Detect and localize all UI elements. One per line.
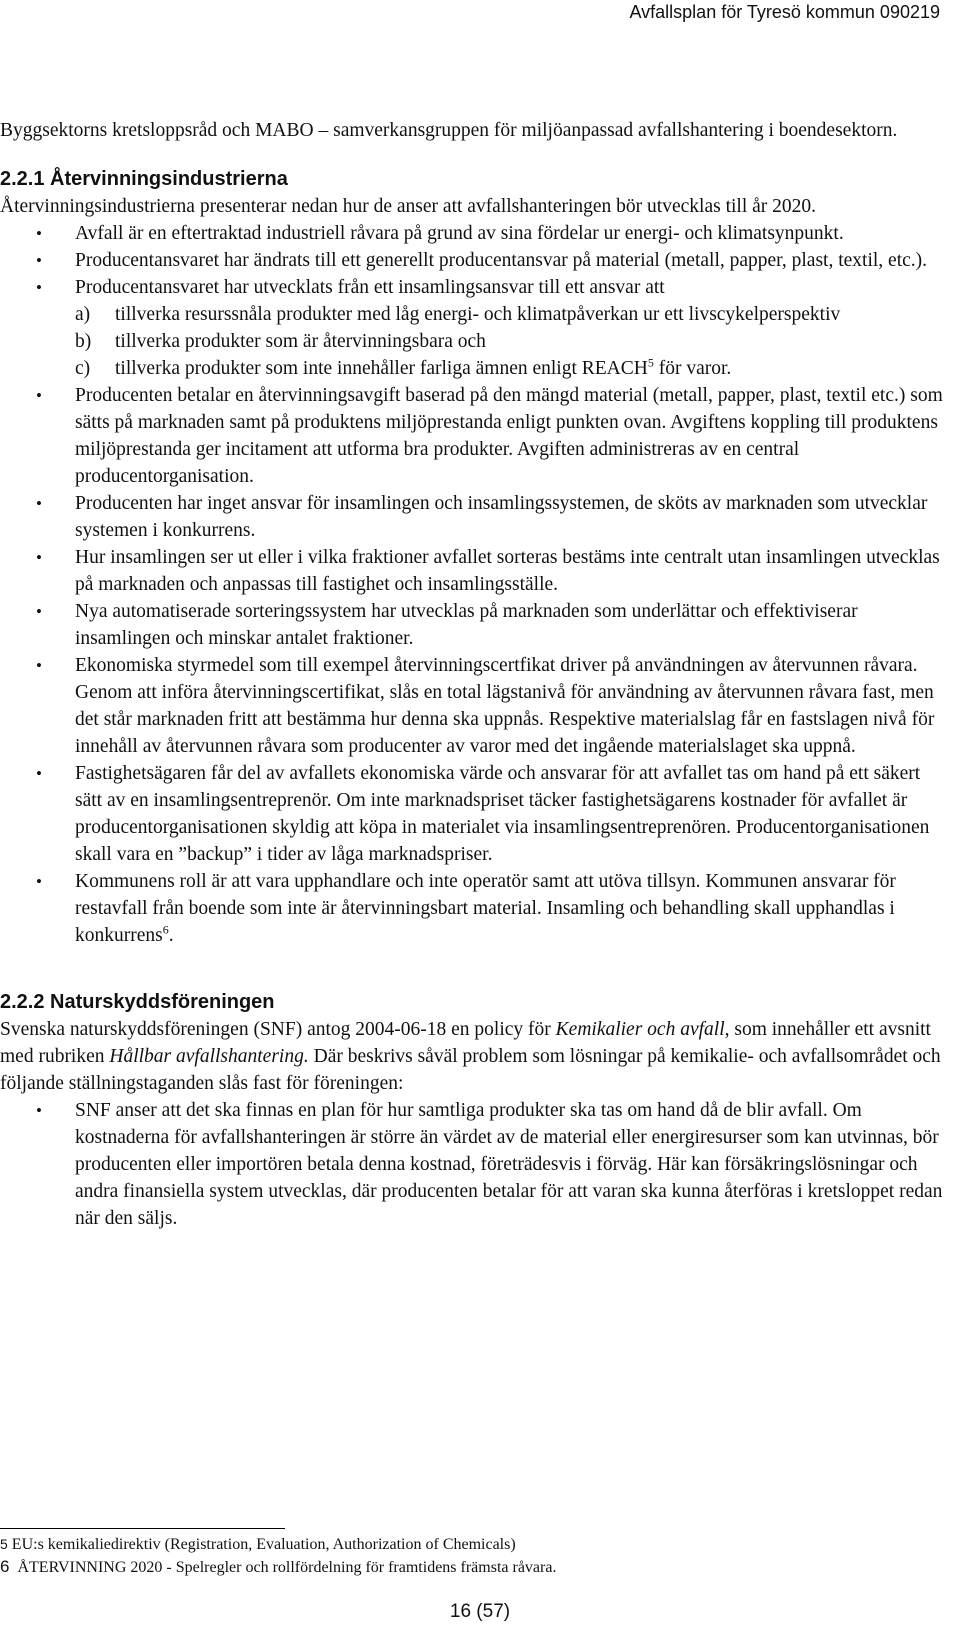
list-item-text: Producenten har inget ansvar för insamlingen och insamlingssystemen, de sköts av marknaden som utvecklar systemen i konkurrens. xyxy=(75,493,928,541)
sub-item-text-tail: för varor. xyxy=(653,358,732,379)
text-run: Svenska naturskyddsföreningen (SNF) antog 2004-06-18 en policy för xyxy=(0,1019,556,1040)
page-number: 16 (57) xyxy=(449,1601,511,1622)
list-item xyxy=(0,220,948,247)
footnote-ref[interactable]: 5 xyxy=(647,355,654,370)
recycling-industries-list xyxy=(0,220,948,949)
section-heading-nature-conservation: 2.2.2 Naturskyddsföreningen xyxy=(0,991,275,1013)
section-rubric: Hållbar avfallshantering. xyxy=(109,1046,309,1067)
sub-item xyxy=(75,355,948,382)
running-header: Avfallsplan för Tyresö kommun 090219 xyxy=(629,2,940,22)
sub-item-text-main: tillverka produkter som inte innehåller farliga ämnen enligt REACH xyxy=(115,358,648,379)
policy-title: Kemikalier och avfall xyxy=(555,1019,725,1040)
snf-list xyxy=(0,1097,948,1232)
list-item xyxy=(0,1097,948,1232)
footnote xyxy=(0,1556,900,1579)
sub-item-label: b) xyxy=(75,331,92,352)
list-item-text: Hur insamlingen ser ut eller i vilka fraktioner avfallet sorteras bestäms inte centralt utan insamlingen utvecklas på marknaden och anpassas till fastighet och insamlingsställe. xyxy=(75,547,940,595)
list-item-text: Producenten betalar en återvinningsavgift baserad på den mängd material (metall, papper, plast, textil etc.) som sätts på marknaden samt på produktens miljöprestanda enligt punkten ovan. Avgiftens koppling till produktens miljöprestanda ger incitament att utforma bra produkter. Avgiften administreras av en central producentorganisation. xyxy=(75,385,943,487)
section2-paragraph xyxy=(0,1016,948,1097)
sub-item xyxy=(75,301,948,328)
footnote-divider xyxy=(0,1528,285,1529)
list-item xyxy=(0,868,948,949)
sub-item-text: tillverka produkter som är återvinningsbara och xyxy=(115,331,486,352)
footnote-text: ÅTERVINNING 2020 - Spelregler och rollfördelning för framtidens främsta råvara. xyxy=(17,1559,557,1576)
list-item-text: Ekonomiska styrmedel som till exempel återvinningscertfikat driver på användningen av återvunnen råvara. Genom att införa återvinningscertifikat, slås en total lägstanivå för användning av återvunnen råvara fast, men det står marknaden fritt att bestämma hur denna ska uppnås. Respektive materialslag får en fastslagen nivå för innehåll av återvunnen råvara som producenter av varor med det ingående materialslaget ska uppnå. xyxy=(75,655,935,757)
list-item xyxy=(0,598,948,652)
list-item-text: Nya automatiserade sorteringssystem har utvecklas på marknaden som underlättar och effektiviserar insamlingen och minskar antalet fraktioner. xyxy=(75,601,858,649)
list-item xyxy=(0,760,948,868)
sub-item-label: a) xyxy=(75,304,91,325)
sub-item-text xyxy=(115,355,948,382)
list-item-text-tail: . xyxy=(168,925,174,946)
footnotes xyxy=(0,1528,900,1579)
main-content xyxy=(0,117,948,1232)
list-item-text: Producentansvaret har ändrats till ett generellt producentansvar på material (metall, papper, plast, textil, etc.). xyxy=(75,250,928,271)
list-item-text: Fastighetsägaren får del av avfallets ekonomiska värde och ansvarar för att avfallet tas om hand på ett säkert sätt av en insamlingsentreprenör. Om inte marknadspriset täcker fastighetsägarens kostnader för avfallet är producentorganisationen skyldig att köpa in materialet via insamlingsentreprenören. Producentorganisationen skall vara en ”backup” i tider av låga marknadspriser. xyxy=(75,763,930,865)
list-item-text: Kommunens roll är att vara upphandlare och inte operatör samt att utöva tillsyn. Kommunen ansvarar för restavfall från boende som inte är återvinningsbart material. Insamling och behandling skall upphandlas i konkurrens xyxy=(75,871,896,946)
intro-paragraph: Byggsektorns kretsloppsråd och MABO – samverkansgruppen för miljöanpassad avfallshantering i boendesektorn. xyxy=(0,120,898,141)
list-item xyxy=(0,652,948,760)
footnote xyxy=(0,1533,900,1556)
sub-item xyxy=(75,328,948,355)
footnote-number: 5 xyxy=(0,1536,8,1552)
list-item xyxy=(0,382,948,490)
list-item-text: Producentansvaret har utvecklats från ett insamlingsansvar till ett ansvar att xyxy=(75,277,665,298)
list-item xyxy=(0,247,948,274)
footnote-ref[interactable]: 6 xyxy=(162,922,169,937)
sub-item-label: c) xyxy=(75,358,91,379)
text-run: , som innehåller ett avsnitt med rubriken xyxy=(0,1019,931,1067)
list-item xyxy=(0,274,948,382)
section-heading-recycling-industries: 2.2.1 Återvinningsindustrierna xyxy=(0,168,288,190)
text-run: Där beskrivs såväl problem som lösningar på kemikalie- och avfallsområdet och följande ställningstaganden slås fast för föreningen: xyxy=(0,1046,941,1094)
list-item xyxy=(0,490,948,544)
list-item-text: SNF anser att det ska finnas en plan för hur samtliga produkter ska tas om hand då de blir avfall. Om kostnaderna för avfallshanteringen är större än värdet av de material eller energiresurser som kan utvinnas, bör producenten eller importören betala denna kostnad, företrädesvis i förväg. Här kan försäkringslösningar och andra finansiella system utvecklas, där producenten betalar för att varan ska kunna återföras i kretsloppet redan när den säljs. xyxy=(75,1100,943,1229)
section-lead-paragraph: Återvinningsindustrierna presenterar nedan hur de anser att avfallshanteringen bör utvecklas till år 2020. xyxy=(0,196,817,217)
sub-item-text: tillverka resurssnåla produkter med låg energi- och klimatpåverkan ur ett livscykelperspektiv xyxy=(115,304,841,325)
footnote-number: 6 xyxy=(0,1557,10,1576)
list-item-text: Avfall är en eftertraktad industriell råvara på grund av sina fördelar ur energi- och klimatsynpunkt. xyxy=(75,223,844,244)
footnote-text: EU:s kemikaliedirektiv (Registration, Evaluation, Authorization of Chemicals) xyxy=(11,1536,516,1553)
list-item xyxy=(0,544,948,598)
